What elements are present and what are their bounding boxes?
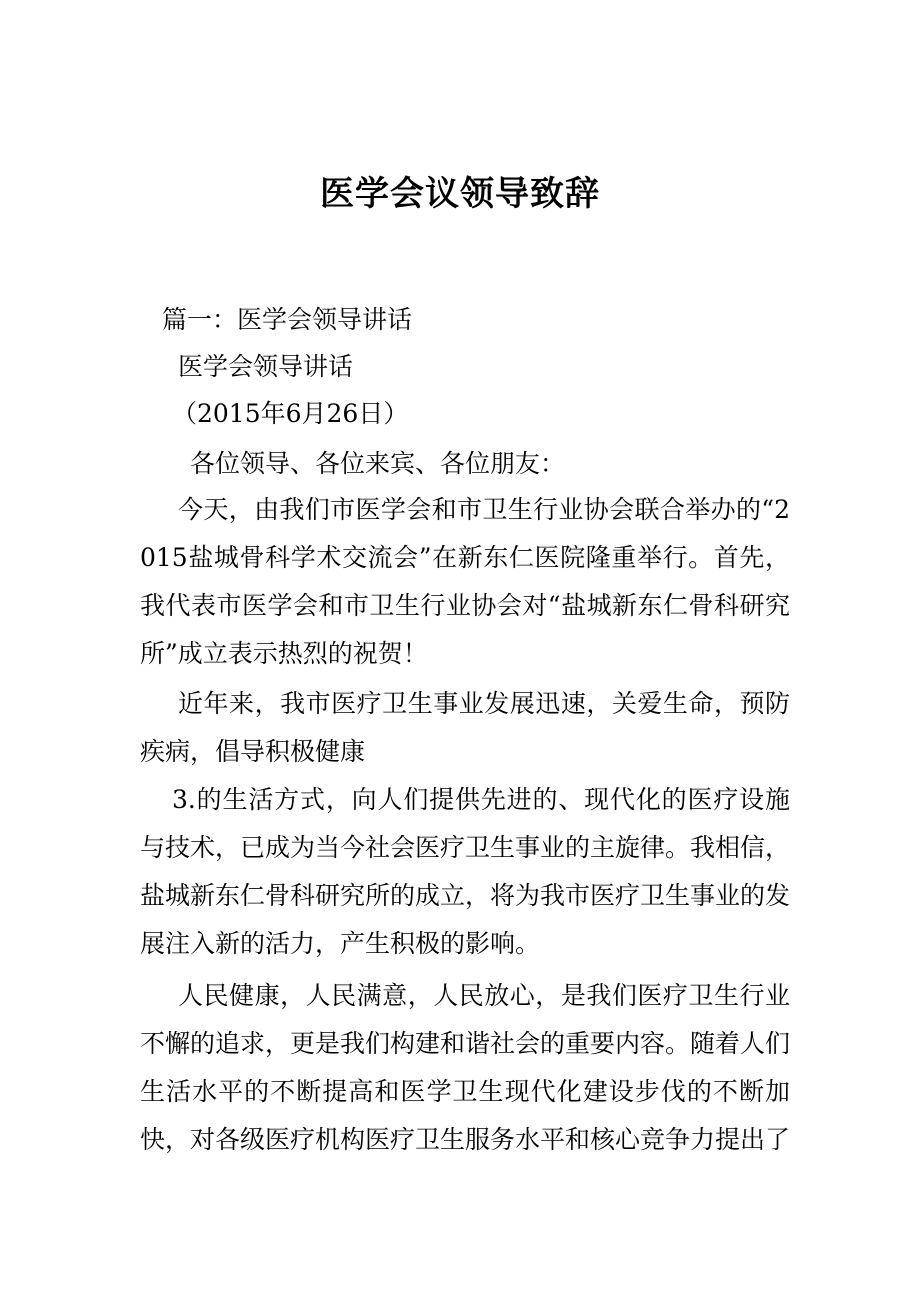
paragraph: 近年来，我市医疗卫生事业发展迅速，关爱生命，预防疾病，倡导积极健康 bbox=[140, 689, 790, 766]
paragraph: 今天，由我们市医学会和市卫生行业协会联合举办的“2015盐城骨科学术交流会”在新东仁医院隆重举行。首先，我代表市医学会和市卫生行业协会对“盐城新东仁骨科研究所”成立表示热烈的祝贺！ bbox=[140, 495, 790, 668]
section-heading: 篇一：医学会领导讲话 bbox=[162, 305, 413, 334]
paragraph: 人民健康，人民满意，人民放心，是我们医疗卫生行业不懈的追求，更是我们构建和谐社会的重要内容。随着人们生活水平的不断提高和医学卫生现代化建设步伐的不断加快，对各级医疗机构医疗卫生服务水平和核心竞争力提出了 bbox=[140, 981, 791, 1154]
speech-title: 医学会领导讲话 bbox=[178, 352, 354, 381]
date-line: （2015年6月26日） bbox=[172, 399, 409, 428]
paragraph: 3.的生活方式，向人们提供先进的、现代化的医疗设施与技术，已成为当今社会医疗卫生事业的主旋律。我相信，盐城新东仁骨科研究所的成立，将为我市医疗卫生事业的发展注入新的活力，产生积极的影响。 bbox=[140, 785, 791, 958]
salutation: 各位领导、各位来宾、各位朋友： bbox=[190, 449, 566, 478]
document-title: 医学会议领导致辞 bbox=[320, 174, 600, 214]
